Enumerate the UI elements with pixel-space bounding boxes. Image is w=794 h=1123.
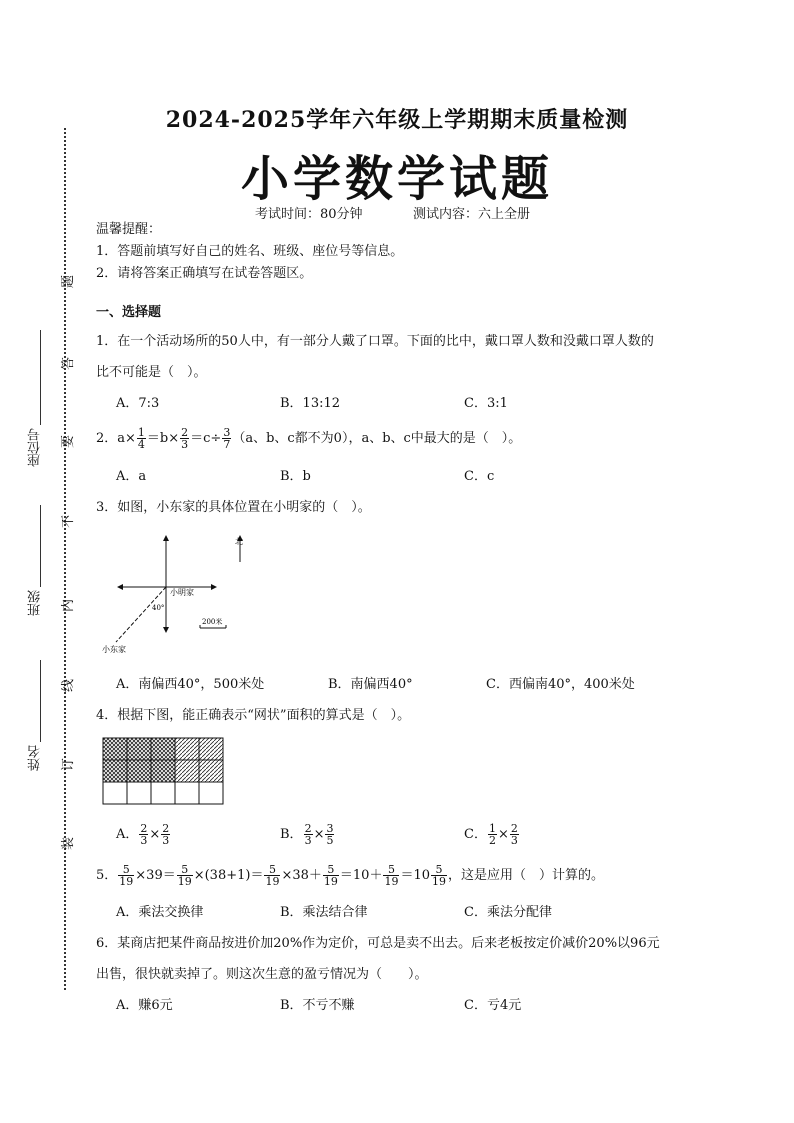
exam-content: 测试内容：六上全册 (413, 207, 531, 222)
notice-line: 2．请将答案正确填写在试卷答题区。 (96, 266, 313, 281)
question-6-text: 6．某商店把某件商品按进价加20%作为定价，可总是卖不出去。后来老板按定价减价20%以96元 (96, 936, 660, 951)
q6-option-c[interactable]: C．亏4元 (464, 998, 522, 1013)
q3-option-c[interactable]: C．西偏南40°，400米处 (486, 677, 635, 692)
fraction: $\frac{2}{3}$ (181, 426, 189, 451)
binding-dotted-line (64, 128, 66, 990)
notice-line: 1．答题前填写好自己的姓名、班级、座位号等信息。 (96, 244, 404, 259)
binding-char: 内 (61, 598, 77, 613)
q6-option-a[interactable]: A．赚6元 (116, 998, 173, 1013)
class-label: 班级 (28, 590, 43, 616)
q1-option-b[interactable]: B．13:12 (280, 396, 341, 411)
q1-option-c[interactable]: C．3:1 (464, 396, 508, 411)
class-field[interactable] (40, 505, 41, 587)
binding-char: 订 (61, 757, 77, 772)
direction-diagram (100, 532, 260, 657)
q5-option-b[interactable]: B．乘法结合律 (280, 905, 368, 920)
seat-field[interactable] (40, 330, 41, 425)
q5-option-c[interactable]: C．乘法分配律 (464, 905, 552, 920)
question-2-text: 2．a× $\frac{1}{4}$ ＝b× $\frac{2}{3}$ ＝c÷ $\frac{3}{7}$ （a、b、c都不为0），a、b、c中最大的是（ ）。 (96, 426, 522, 451)
fraction: $\frac{3}{7}$ (223, 426, 231, 451)
q4-option-c[interactable]: C． $\frac{1}{2}$ × $\frac{2}{3}$ (464, 822, 518, 847)
question-4-text: 4．根据下图，能正确表示“网状”面积的算式是（ ）。 (96, 708, 411, 723)
q1-option-a[interactable]: A．7:3 (116, 396, 160, 411)
binding-char: 要 (61, 434, 77, 449)
binding-char: 答 (61, 356, 77, 371)
binding-char: 题 (61, 274, 77, 289)
q4-option-b[interactable]: B． $\frac{2}{3}$ × $\frac{3}{5}$ (280, 822, 334, 847)
seat-label: 座位号 (28, 428, 43, 467)
q2-option-a[interactable]: A．a (116, 469, 147, 484)
q3-option-b[interactable]: B．南偏西40° (328, 677, 413, 692)
q6-option-b[interactable]: B．不亏不赚 (280, 998, 355, 1013)
question-3-text: 3．如图，小东家的具体位置在小明家的（ ）。 (96, 500, 371, 515)
q5-option-a[interactable]: A．乘法交换律 (116, 905, 204, 920)
xiaodong-label: 小东家 (102, 645, 126, 654)
question-1-text: 1．在一个活动场所的50人中，有一部分人戴了口罩。下面的比中，戴口罩人数和没戴口罩人数的 (96, 334, 654, 349)
exam-time: 考试时间：80分钟 (255, 207, 363, 222)
name-label: 姓名 (28, 745, 43, 771)
exam-subtitle: 小学数学试题 (240, 151, 553, 207)
question-6-text: 出售，很快就卖掉了。则这次生意的盈亏情况为（ ）。 (96, 967, 428, 982)
name-field[interactable] (40, 660, 41, 742)
question-1-text: 比不可能是（ ）。 (96, 365, 207, 380)
angle-label: 40° (152, 604, 165, 612)
binding-char: 装 (61, 836, 77, 851)
q3-option-a[interactable]: A．南偏西40°，500米处 (116, 677, 265, 692)
grid-figure (102, 737, 225, 805)
binding-char: 不 (61, 514, 77, 529)
q4-option-a[interactable]: A． $\frac{2}{3}$ × $\frac{2}{3}$ (116, 822, 170, 847)
fraction: $\frac{1}{4}$ (137, 426, 145, 451)
q2-option-c[interactable]: C．c (464, 469, 495, 484)
notice-title: 温馨提醒： (96, 222, 162, 237)
exam-title: 2024-2025学年六年级上学期期末质量检测 (165, 107, 629, 133)
section-title: 一、选择题 (96, 305, 162, 320)
question-5-text: 5． $\frac{5}{19}$ ×39＝ $\frac{5}{19}$ ×(38+1)＝ $\frac{5}{19}$ ×38＋ $\frac{5}{19}$ ＝10＋ $\frac{5}{19}$ ＝10 $\frac{5}{19}$ ，这是应用（ ）计算的。 (96, 863, 605, 888)
north-label: 北 (235, 537, 243, 546)
route-line (116, 587, 166, 642)
xiaoming-label: 小明家 (170, 588, 194, 597)
q2-option-b[interactable]: B．b (280, 469, 311, 484)
scale-label: 200米 (202, 618, 223, 626)
binding-char: 线 (61, 678, 77, 693)
